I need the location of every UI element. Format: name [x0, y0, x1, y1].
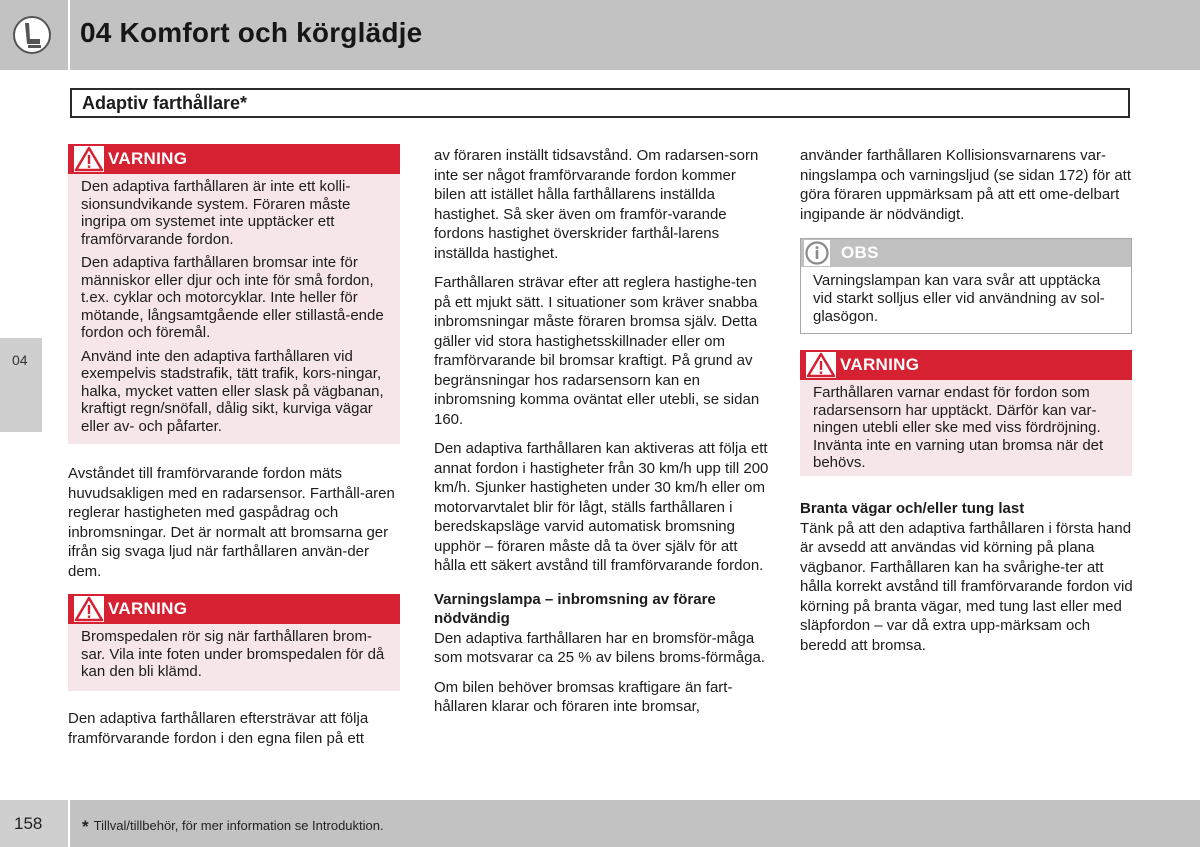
paragraph-text: Om bilen behöver bromsas kraftigare än fart-hållaren klarar och föraren inte bromsar, [434, 678, 733, 715]
note-header [801, 239, 1131, 267]
warning-text [68, 624, 400, 689]
chapter-tab-label: 04 [12, 352, 28, 368]
chapter-tab [0, 338, 42, 432]
body-paragraph [68, 709, 402, 748]
warning-box [68, 594, 400, 691]
warning-header [800, 350, 1132, 380]
warning-text [800, 380, 1132, 480]
paragraph-text: Den adaptiva farthållaren kan aktiveras att följa ett annat fordon i hastigheter från 30 km/h upp till 200 km/h. Sjunker hastigheten under 30 km/h eller om motorvarvtalet blir för lågt, ställs farthållaren i beredskapsläge varvid automatisk bromsning upphör – föraren måste då ta över själv för att hålla ett säkert avstånd till framförvarande fordon. [434, 440, 769, 574]
footnote-asterisk: * [82, 817, 89, 836]
warning-header [68, 144, 400, 174]
warning-paragraph: Den adaptiva farthållaren bromsar inte för människor eller djur och inte för små fordon, t.ex. cyklar och motorcyklar. Inte heller för mötande, långsamtgående eller stillastå-ende fordon och föremål. [81, 254, 384, 341]
section-title: Adaptiv farthållare* [82, 93, 248, 113]
warning-label: VARNING [108, 149, 188, 168]
footnote [82, 815, 384, 835]
body-paragraph [68, 464, 402, 581]
warning-box [800, 350, 1132, 476]
paragraph-text: Den adaptiva farthållaren eftersträvar att följa framförvarande fordon i den egna filen på ett [68, 710, 369, 747]
column-2 [434, 146, 770, 717]
page-number-panel [0, 800, 68, 847]
subheading: Varningslampa – inbromsning av förare nödvändig [434, 590, 716, 627]
column-3-top [800, 146, 1132, 224]
warning-label: VARNING [840, 355, 920, 374]
chapter-title: 04 Komfort och körglädje [80, 17, 423, 48]
warning-triangle-icon [806, 352, 836, 378]
info-icon [804, 240, 830, 266]
subheading: Branta vägar och/eller tung last [800, 500, 1025, 517]
header-bar [70, 0, 1200, 70]
note-box [800, 238, 1132, 334]
warning-triangle-icon [74, 146, 104, 172]
paragraph-text: av föraren inställt tidsavstånd. Om radarsen-sorn inte ser något framförvarande fordon kommer bilen att istället hålla farthållarens inställda hastighet. Så sker även om framför-varande fordons hastighet överskrider farthål-larens inställda hastighet. [434, 147, 759, 262]
warning-paragraph: Farthållaren varnar endast för fordon som radarsensorn har upptäckt. Därför kan var-ningen utebli eller ske med viss fördröjning. Invänta inte en varning utan bromsa när det behövs. [813, 384, 1104, 471]
warning-text [68, 174, 400, 443]
warning-box [68, 144, 400, 444]
paragraph-text: Avståndet till framförvarande fordon mäts huvudsakligen med en radarsensor. Farthåll-aren reglerar hastigheten med gaspådrag och inbromsningar. Det är normalt att bromsarna ger ifrån sig svaga ljud när farthållaren använ-der dem. [68, 465, 395, 580]
warning-paragraph: Använd inte den adaptiva farthållaren vid exempelvis stadstrafik, tätt trafik, kors-ningar, halka, mycket vatten eller slask på vägbanan, kraftigt regn/snöfall, dålig sikt, kurviga vägar eller av- och påfarter. [81, 347, 384, 435]
paragraph-text: Tänk på att den adaptiva farthållaren i första hand är avsedd att användas vid körning på plana vägbanor. Farthållaren kan ha svårighe-ter att hålla korrekt avstånd till framförvarande fordon vid körning på branta vägar, med tung last eller med släpfordon – var då extra upp-märksam och beredd att bromsa. [800, 519, 1133, 654]
seat-icon [12, 15, 52, 55]
footer-bar [70, 800, 1200, 847]
warning-header [68, 594, 400, 624]
note-label: OBS [841, 243, 879, 262]
paragraph-text: Den adaptiva farthållaren har en bromsför-måga som motsvarar ca 25 % av bilens broms-förmåga. [434, 629, 765, 666]
footnote-text: Tillval/tillbehör, för mer information se Introduktion. [93, 818, 384, 833]
paragraph-text: använder farthållaren Kollisionsvarnarens var-ningslampa och varningsljud (se sidan 172) för att göra föraren uppmärksam på att ett ome-delbart ingipande är nödvändigt. [800, 147, 1132, 223]
warning-paragraph: Den adaptiva farthållaren är inte ett kolli-sionsundvikande system. Föraren måste ingripa om systemet inte upptäcker ett framförvarande fordon. [81, 178, 351, 248]
paragraph-text: Farthållaren strävar efter att reglera hastighe-ten på ett mjukt sätt. I situationer som kräver snabba inbromsningar måste föraren bromsa själv. Detta gäller vid stora hastighetsskillnader eller om framförvarande bil bromsar kraftigt. På grund av begränsningar hos radarsensorn kan en inbromsning komma oväntat eller utebli, se sidan 160. [434, 274, 760, 428]
note-text: Varningslampan kan vara svår att upptäcka vid starkt solljus eller vid användning av sol-glasögon. [813, 272, 1105, 325]
section-heading-box [70, 88, 1130, 118]
warning-paragraph: Bromspedalen rör sig när farthållaren brom-sar. Vila inte foten under bromspedalen för då kan den bli klämd. [81, 628, 385, 680]
warning-label: VARNING [108, 599, 188, 618]
header-icon-panel [0, 0, 68, 70]
warning-triangle-icon [74, 596, 104, 622]
column-3-bottom [800, 499, 1134, 655]
page-number: 158 [14, 814, 43, 833]
